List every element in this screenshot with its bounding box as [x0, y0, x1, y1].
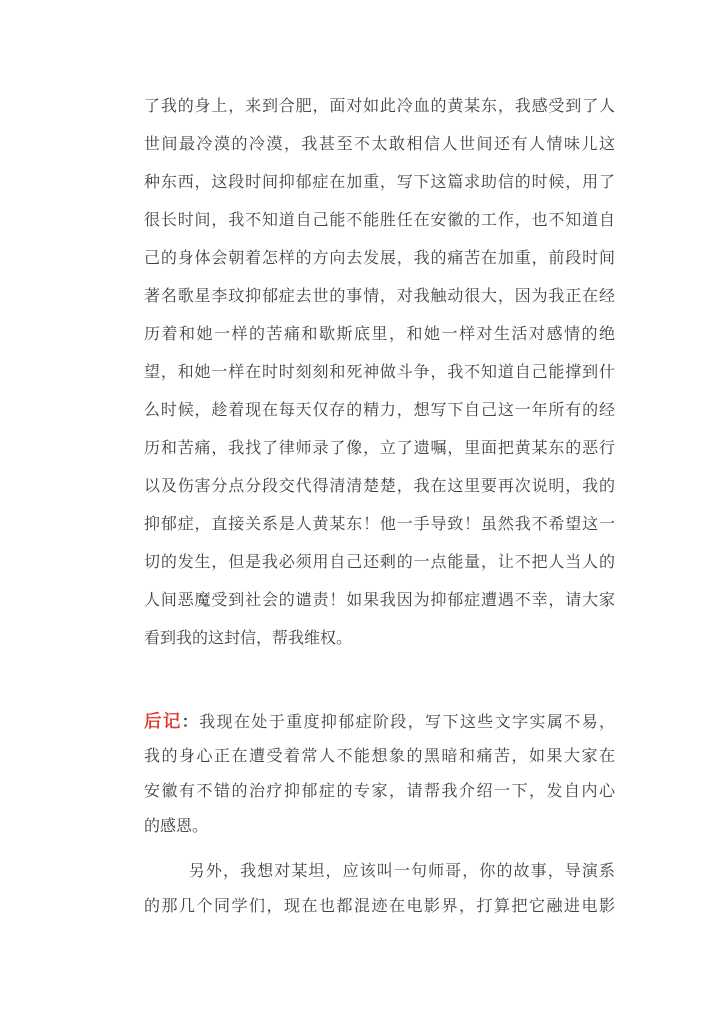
postscript-line: 安徽有不错的治疗抑郁症的专家，请帮我介绍一下，发自内心 — [144, 783, 615, 800]
body-line: 人间恶魔受到社会的谴责！如果我因为抑郁症遭遇不幸，请大家 — [144, 592, 615, 609]
postscript-line: 的感恩。 — [144, 818, 209, 835]
body-line: 了我的身上，来到合肥，面对如此冷血的黄某东，我感受到了人 — [144, 98, 615, 115]
body-line: 抑郁症，直接关系是人黄某东！他一手导致！虽然我不希望这一 — [144, 516, 615, 533]
addendum-line: 的那几个同学们，现在也都混迹在电影界，打算把它融进电影 — [144, 898, 615, 915]
body-line: 种东西，这段时间抑郁症在加重，写下这篇求助信的时候，用了 — [144, 174, 615, 191]
body-line: 切的发生，但是我必须用自己还剩的一点能量，让不把人当人的 — [144, 554, 615, 571]
body-line: 历着和她一样的苦痛和歇斯底里，和她一样对生活对感情的绝 — [144, 326, 615, 343]
postscript-first-line-text: 我现在处于重度抑郁症阶段，写下这些文字实属不易， — [199, 714, 615, 731]
postscript-colon: ： — [181, 714, 200, 731]
postscript-paragraph — [144, 704, 615, 844]
addendum-paragraph — [144, 854, 615, 924]
body-paragraph — [144, 88, 615, 658]
body-line: 历和苦痛，我找了律师录了像，立了遗嘱，里面把黄某东的恶行 — [144, 440, 615, 457]
postscript-first-line — [144, 704, 615, 739]
body-line: 很长时间，我不知道自己能不能胜任在安徽的工作，也不知道自 — [144, 212, 615, 229]
body-line: 看到我的这封信，帮我维权。 — [144, 630, 353, 647]
body-line: 世间最冷漠的冷漠，我甚至不太敢相信人世间还有人情味儿这 — [144, 136, 615, 153]
addendum-line: 另外，我想对某坦，应该叫一句师哥，你的故事，导演系 — [188, 863, 615, 880]
body-line: 么时候，趁着现在每天仅存的精力，想写下自己这一年所有的经 — [144, 402, 615, 419]
postscript-label: 后记 — [144, 711, 182, 731]
body-line: 己的身体会朝着怎样的方向去发展，我的痛苦在加重，前段时间 — [144, 250, 615, 267]
body-line: 以及伤害分点分段交代得清清楚楚，我在这里要再次说明，我的 — [144, 478, 615, 495]
body-line: 望，和她一样在时时刻刻和死神做斗争，我不知道自己能撑到什 — [144, 364, 615, 381]
page-content — [144, 88, 615, 924]
body-line: 著名歌星李玟抑郁症去世的事情，对我触动很大，因为我正在经 — [144, 288, 615, 305]
postscript-line: 我的身心正在遭受着常人不能想象的黑暗和痛苦，如果大家在 — [144, 748, 615, 765]
